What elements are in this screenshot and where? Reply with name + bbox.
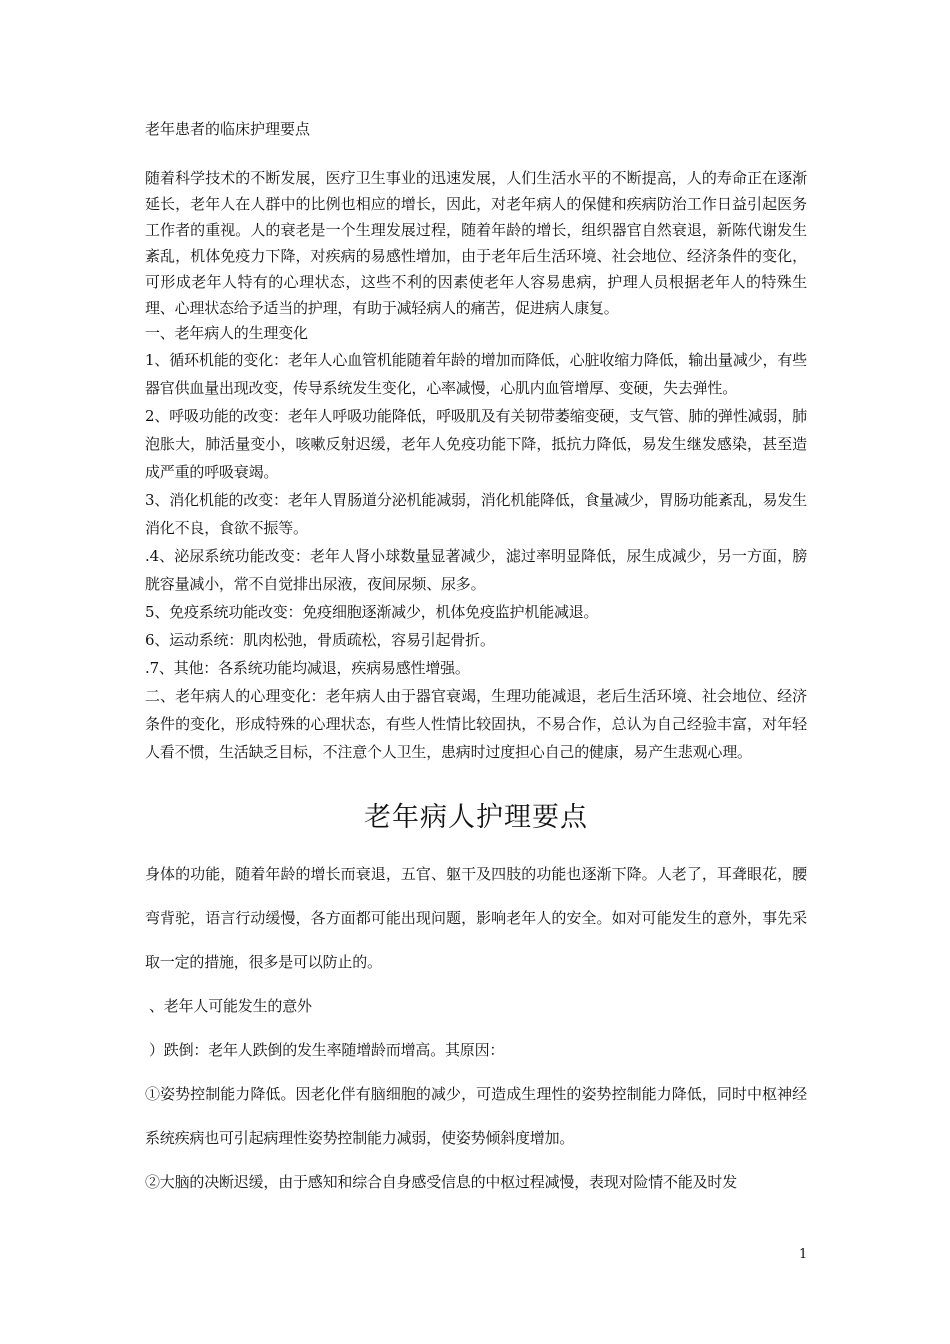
fall-subheading: ）跌倒：老年人跌倒的发生率随增龄而增高。其原因：: [149, 1041, 505, 1059]
list-item: 3、消化机能的改变：老年人胃肠道分泌机能减弱，消化机能降低，食量减少，胃肠功能紊乱，易发生消化不良，食欲不振等。: [145, 491, 807, 537]
section-heading-physiology: 一、老年病人的生理变化: [145, 324, 308, 342]
list-item: 5、免疫系统功能改变：免疫细胞逐渐减少，机体免疫监护机能减退。: [145, 603, 599, 621]
page-number: 1: [799, 1247, 808, 1262]
list-item: 1、循环机能的变化：老年人心血管机能随着年龄的增加而降低，心脏收缩力降低，输出量减少，有些器官供血量出现改变，传导系统发生变化，心率减慢，心肌内血管增厚、变硬，失去弹性。: [145, 351, 807, 397]
intro-paragraph: 随着科学技术的不断发展，医疗卫生事业的迅速发展，人们生活水平的不断提高，人的寿命正在逐渐延长，老年人在人群中的比例也相应的增长，因此，对老年病人的保健和疾病防治工作日益引起医务工作者的重视。人的衰老是一个生理发展过程，随着年龄的增长，组织器官自然衰退，新陈代谢发生紊乱，机体免疫力下降，对疾病的易感性增加，由于老年后生活环境、社会地位、经济条件的变化，可形成老年人特有的心理状态，这些不利的因素使老年人容易患病，护理人员根据老年人的特殊生理、心理状态给予适当的护理，有助于减轻病人的痛苦，促进病人康复。: [145, 169, 807, 317]
list-item: 6、运动系统：肌肉松弛，骨质疏松，容易引起骨折。: [145, 631, 495, 649]
document-body: [145, 165, 807, 766]
accident-heading: 、老年人可能发生的意外: [149, 997, 312, 1015]
psychology-paragraph: 二、老年病人的心理变化：老年病人由于器官衰竭，生理功能减退，老后生活环境、社会地位、经济条件的变化，形成特殊的心理状态，有些人性情比较固执，不易合作，总认为自己经验丰富，对年轻人看不惯，生活缺乏目标，不注意个人卫生，患病时过度担心自己的健康，易产生悲观心理。: [145, 687, 807, 761]
list-item: .4、泌尿系统功能改变：老年人肾小球数量显著减少，滤过率明显降低，尿生成减少，另一方面，膀胱容量减小，常不自觉排出尿液，夜间尿频、尿多。: [145, 547, 807, 593]
nursing-body: [145, 852, 807, 1204]
fall-cause-1: ①姿势控制能力降低。因老化伴有脑细胞的减少，可造成生理性的姿势控制能力降低，同时中枢神经系统疾病也可引起病理性姿势控制能力减弱，使姿势倾斜度增加。: [145, 1085, 807, 1147]
document-title: 老年患者的临床护理要点: [145, 120, 311, 138]
list-item: 2、呼吸功能的改变：老年人呼吸功能降低，呼吸肌及有关韧带萎缩变硬，支气管、肺的弹性减弱，肺泡胀大，肺活量变小，咳嗽反射迟缓，老年人免疫功能下降，抵抗力降低，易发生继发感染，甚至造成严重的呼吸衰竭。: [145, 407, 807, 481]
list-item: .7、其他：各系统功能均减退，疾病易感性增强。: [145, 659, 470, 677]
nursing-section-title: 老年病人护理要点: [364, 802, 588, 833]
fall-cause-2: ②大脑的决断迟缓，由于感知和综合自身感受信息的中枢过程减慢，表现对险情不能及时发: [145, 1173, 738, 1191]
nursing-intro-paragraph: 身体的功能，随着年龄的增长而衰退，五官、躯干及四肢的功能也逐渐下降。人老了，耳聋眼花，腰弯背驼，语言行动缓慢，各方面都可能出现问题，影响老年人的安全。如对可能发生的意外，事先采取一定的措施，很多是可以防止的。: [145, 865, 807, 971]
